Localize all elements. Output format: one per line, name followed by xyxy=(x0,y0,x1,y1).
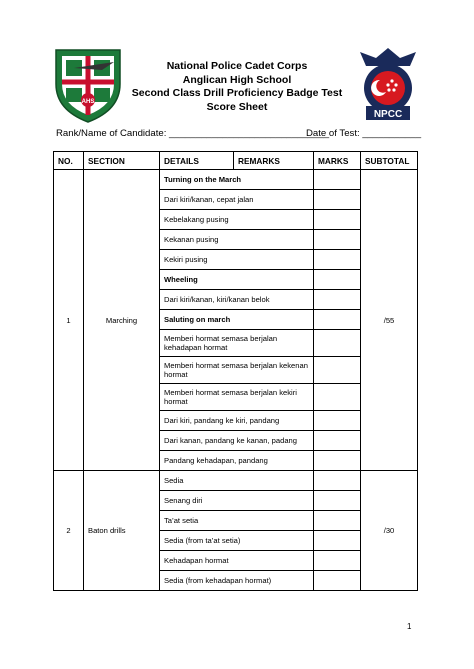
subtotal-cell: /55 xyxy=(361,170,418,471)
detail-item: Sedia (from ta’at setia) xyxy=(160,531,314,551)
detail-item: Dari kiri/kanan, kiri/kanan belok xyxy=(160,290,314,310)
detail-item: Kehadapan hormat xyxy=(160,551,314,571)
detail-item: Kebelakang pusing xyxy=(160,210,314,230)
detail-item: Dari kiri, pandang ke kiri, pandang xyxy=(160,411,314,431)
table-row xyxy=(54,170,418,190)
marks-cell[interactable] xyxy=(314,571,361,591)
marks-cell[interactable] xyxy=(314,190,361,210)
detail-item: Memberi hormat semasa berjalan kekenan hormat xyxy=(160,357,314,384)
marks-cell[interactable] xyxy=(314,551,361,571)
page-number: 1 xyxy=(407,622,412,631)
section-name: Baton drills xyxy=(84,471,160,591)
title-line-2: Anglican High School xyxy=(182,73,292,86)
marks-cell[interactable] xyxy=(314,230,361,250)
header-section: SECTION xyxy=(84,152,160,170)
detail-item: Memberi hormat semasa berjalan kehadapan hormat xyxy=(160,330,314,357)
section-number: 2 xyxy=(54,471,84,591)
detail-item: Sedia (from kehadapan hormat) xyxy=(160,571,314,591)
detail-item: Wheeling xyxy=(160,270,314,290)
marks-cell[interactable] xyxy=(314,310,361,330)
marks-cell[interactable] xyxy=(314,250,361,270)
detail-item: Dari kanan, pandang ke kanan, padang xyxy=(160,431,314,451)
table-row xyxy=(54,471,418,491)
score-table xyxy=(53,151,418,591)
header-no: NO. xyxy=(54,152,84,170)
marks-cell[interactable] xyxy=(314,384,361,411)
document-title xyxy=(120,60,354,114)
detail-item: Pandang kehadapan, pandang xyxy=(160,451,314,471)
detail-item: Saluting on march xyxy=(160,310,314,330)
rank-name-field[interactable]: Rank/Name of Candidate: ______________________________ xyxy=(56,128,330,139)
header-subtotal: SUBTOTAL xyxy=(361,152,418,170)
marks-cell[interactable] xyxy=(314,170,361,190)
marks-cell[interactable] xyxy=(314,511,361,531)
detail-item: Kekanan pusing xyxy=(160,230,314,250)
detail-item: Kekiri pusing xyxy=(160,250,314,270)
marks-cell[interactable] xyxy=(314,531,361,551)
marks-cell[interactable] xyxy=(314,431,361,451)
marks-cell[interactable] xyxy=(314,270,361,290)
title-line-1: National Police Cadet Corps xyxy=(166,60,308,72)
npcc-emblem-icon xyxy=(352,44,424,124)
date-of-test-field[interactable]: Date of Test: ___________ xyxy=(306,128,422,139)
detail-item: Senang diri xyxy=(160,491,314,511)
marks-cell[interactable] xyxy=(314,491,361,511)
title-line-4: Score Sheet xyxy=(206,100,268,113)
detail-item: Dari kiri/kanan, cepat jalan xyxy=(160,190,314,210)
detail-item: Sedia xyxy=(160,471,314,491)
section-name: Marching xyxy=(84,170,160,471)
detail-item: Turning on the March xyxy=(160,170,314,190)
marks-cell[interactable] xyxy=(314,411,361,431)
anglican-high-school-crest-icon xyxy=(52,44,124,124)
title-line-3: Second Class Drill Proficiency Badge Test xyxy=(131,87,343,99)
marks-cell[interactable] xyxy=(314,330,361,357)
subtotal-cell: /30 xyxy=(361,471,418,591)
marks-cell[interactable] xyxy=(314,357,361,384)
marks-cell[interactable] xyxy=(314,471,361,491)
header-remarks: REMARKS xyxy=(234,152,314,170)
section-number: 1 xyxy=(54,170,84,471)
detail-item: Ta’at setia xyxy=(160,511,314,531)
ahs-crest-lettering: AHS xyxy=(81,99,95,105)
header-details: DETAILS xyxy=(160,152,234,170)
marks-cell[interactable] xyxy=(314,451,361,471)
header-marks: MARKS xyxy=(314,152,361,170)
npcc-emblem-lettering: NPCC xyxy=(373,109,403,120)
table-header-row xyxy=(54,152,418,170)
marks-cell[interactable] xyxy=(314,210,361,230)
detail-item: Memberi hormat semasa berjalan kekiri hormat xyxy=(160,384,314,411)
marks-cell[interactable] xyxy=(314,290,361,310)
